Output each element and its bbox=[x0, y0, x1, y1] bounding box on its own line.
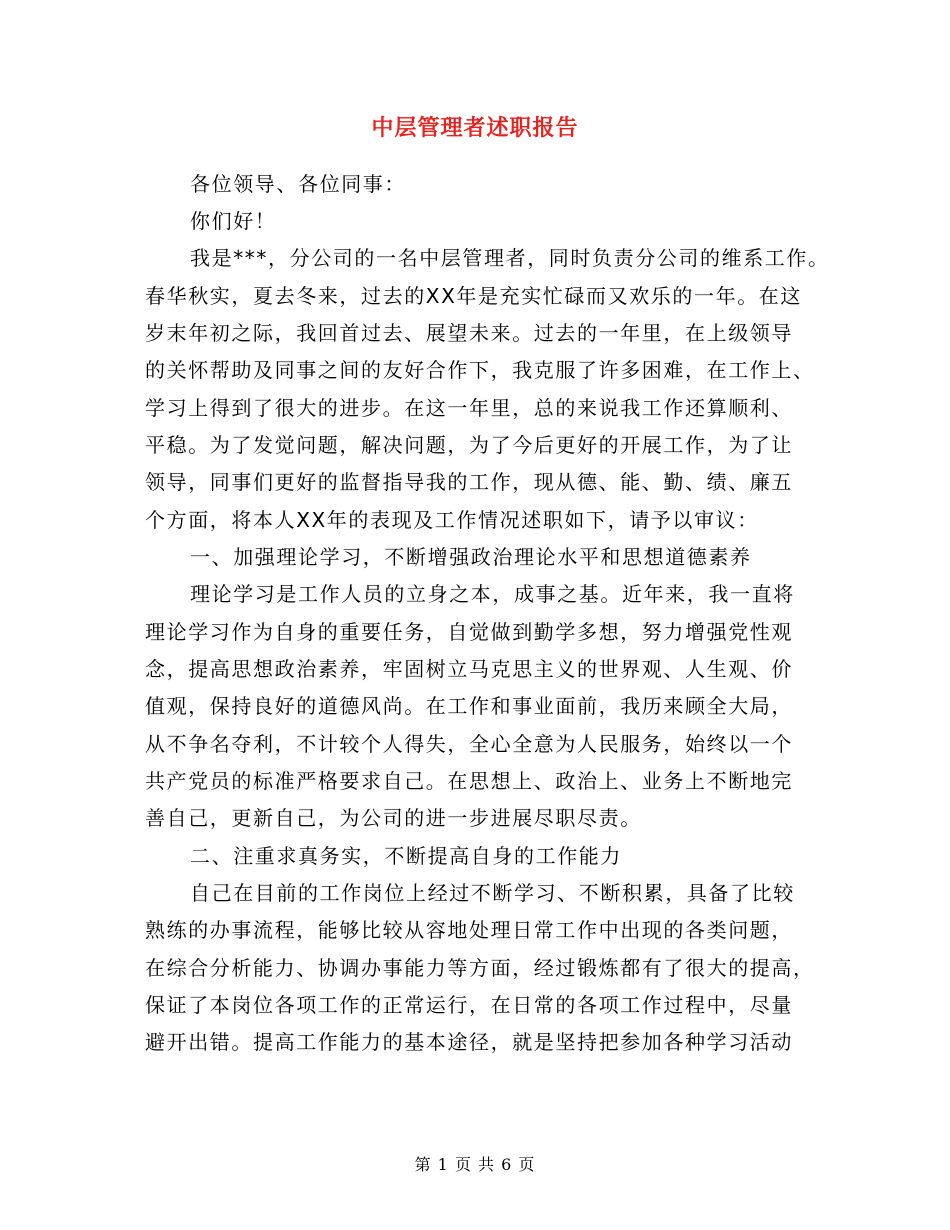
body-line: 个方面，将本人XX年的表现及工作情况述职如下，请予以审议： bbox=[145, 508, 759, 532]
body-line: 善自己，更新自己，为公司的进一步进展尽职尽责。 bbox=[145, 806, 642, 830]
body-line: 岁末年初之际，我回首过去、展望未来。过去的一年里，在上级领导 bbox=[145, 321, 793, 345]
body-line: 领导，同事们更好的监督指导我的工作，现从德、能、勤、绩、廉五 bbox=[145, 470, 793, 494]
body-line: 避开出错。提高工作能力的基本途径，就是坚持把参加各种学习活动 bbox=[145, 1030, 793, 1054]
body-line: 在综合分析能力、协调办事能力等方面，经过锻炼都有了很大的提高， bbox=[145, 956, 815, 980]
body-line: 你们好！ bbox=[190, 209, 277, 233]
body-line: 自己在目前的工作岗位上经过不断学习、不断积累，具备了比较 bbox=[190, 881, 795, 905]
body-line: 理论学习是工作人员的立身之本，成事之基。近年来，我一直将 bbox=[190, 582, 795, 606]
body-line: 学习上得到了很大的进步。在这一年里，总的来说我工作还算顺利、 bbox=[145, 396, 793, 420]
section-heading: 一、加强理论学习，不断增强政治理论水平和思想道德素养 bbox=[190, 545, 752, 569]
body-line: 共产党员的标准严格要求自己。在思想上、政治上、业务上不断地完 bbox=[145, 769, 793, 793]
page-number: 第 1 页 共 6 页 bbox=[414, 1155, 536, 1174]
body-line: 念，提高思想政治素养，牢固树立马克思主义的世界观、人生观、价 bbox=[145, 657, 793, 681]
body-line: 平稳。为了发觉问题，解决问题，为了今后更好的开展工作，为了让 bbox=[145, 433, 793, 457]
page-title: 中层管理者述职报告 bbox=[371, 116, 579, 141]
section-heading: 二、注重求真务实，不断提高自身的工作能力 bbox=[190, 844, 622, 868]
body-line: 理论学习作为自身的重要任务，自觉做到勤学多想，努力增强党性观 bbox=[145, 620, 793, 644]
body-line: 值观，保持良好的道德风尚。在工作和事业面前，我历来顾全大局， bbox=[145, 694, 793, 718]
body-line: 保证了本岗位各项工作的正常运行，在日常的各项工作过程中，尽量 bbox=[145, 993, 793, 1017]
body-line: 的关怀帮助及同事之间的友好合作下，我克服了许多困难，在工作上、 bbox=[145, 358, 815, 382]
body-line: 熟练的办事流程，能够比较从容地处理日常工作中出现的各类问题， bbox=[145, 918, 793, 942]
body-line: 各位领导、各位同事： bbox=[190, 172, 406, 196]
body-line: 从不争名夺利，不计较个人得失，全心全意为人民服务，始终以一个 bbox=[145, 732, 793, 756]
body-line: 我是***，分公司的一名中层管理者，同时负责分公司的维系工作。 bbox=[190, 246, 830, 270]
body-line: 春华秋实，夏去冬来，过去的XX年是充实忙碌而又欢乐的一年。在这 bbox=[145, 284, 803, 308]
